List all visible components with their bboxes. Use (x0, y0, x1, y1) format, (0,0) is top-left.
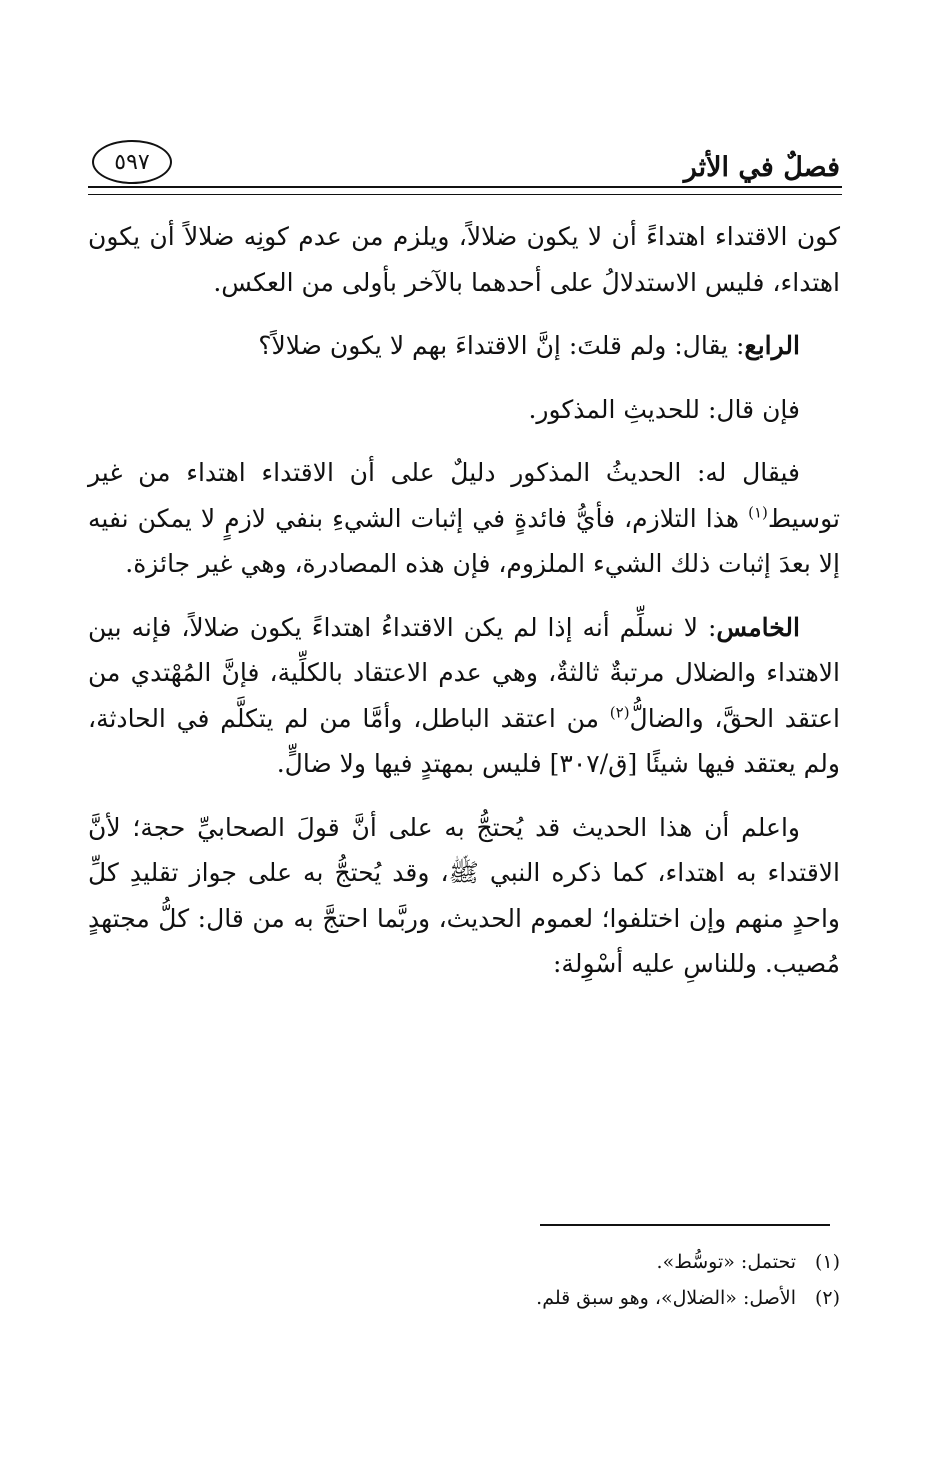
paragraph-2 (88, 323, 840, 369)
main-text (88, 214, 840, 1005)
footnote-rule (540, 1224, 830, 1226)
header-rule (88, 186, 842, 195)
paragraph-4-text-b: هذا التلازم، فأيُّ فائدةٍ في إثبات الشيءِ بنفي لازمٍ لا يمكن نفيه إلا بعدَ إثبات ذلك الشيء الملزوم، فإن هذه المصادرة، وهي غير جائزة. (88, 503, 840, 578)
footnote-text: تحتمل: «توسُّط». (656, 1251, 796, 1273)
page-number-badge (92, 140, 172, 184)
footnote-2 (88, 1280, 840, 1316)
footnote-1 (88, 1244, 840, 1280)
paragraph-5-text-a: : لا نسلِّم أنه إذا لم يكن الاقتداءُ اهتداءً يكون ضلالاً، فإنه بين الاهتداء والضلال مرتبةٌ ثالثةٌ، وهي عدم الاعتقاد بالكلِّية، فإنَّ المُهْتدي من اعتقد الحقَّ، والضالُّ (88, 612, 840, 733)
paragraph-2-text: : يقال: ولم قلتَ: إنَّ الاقتداءَ بهم لا يكون ضلالاً؟ (258, 331, 745, 360)
paragraph-1: كون الاقتداء اهتداءً أن لا يكون ضلالاً، ويلزم من عدم كونِه ضلالاً أن يكون اهتداء، فليس الاستدلالُ على أحدهما بالآخر بأولى من العكس. (88, 222, 840, 297)
footnote-ref-1[interactable]: (١) (748, 503, 768, 522)
running-title: فصلٌ في الأثر (683, 152, 840, 183)
footnote-number: (٢) (814, 1287, 840, 1309)
footnote-text: الأصل: «الضلال»، وهو سبق قلم. (536, 1287, 796, 1309)
paragraph-4-text-a: فيقال له: الحديثُ المذكور دليلٌ على أن الاقتداء اهتداء من غير توسيط (88, 458, 840, 533)
paragraph-3: فإن قال: للحديثِ المذكور. (528, 394, 800, 424)
paragraph-6: واعلم أن هذا الحديث قد يُحتجُّ به على أنَّ قولَ الصحابيِّ حجة؛ لأنَّ الاقتداء به اهتداء، كما ذكره النبي ﷺ، وقد يُحتجُّ به على جواز تقليدِ كلِّ واحدٍ منهم وإن اختلفوا؛ لعموم الحديث، وربَّما احتجَّ به من قال: كلُّ مجتهدٍ مُصيب. وللناسِ عليه أسْوِلة: (88, 812, 840, 978)
footnote-number: (١) (814, 1251, 840, 1273)
paragraph-5-text-b: من اعتقد الباطل، وأمَّا من لم يتكلَّم في الحادثة، ولم يعتقد فيها شيئًا [ق/٣٠٧] فليس بمهتدٍ فيها ولا ضالٍّ. (88, 703, 840, 778)
paragraph-5 (88, 605, 840, 787)
page-number: ٥٩٧ (114, 149, 150, 175)
section-lead-fourth: الرابع (744, 331, 800, 360)
section-lead-fifth: الخامس (716, 612, 800, 642)
paragraph-4 (88, 450, 840, 587)
footnote-ref-2[interactable]: (٢) (609, 703, 630, 722)
footnotes (88, 1244, 840, 1316)
